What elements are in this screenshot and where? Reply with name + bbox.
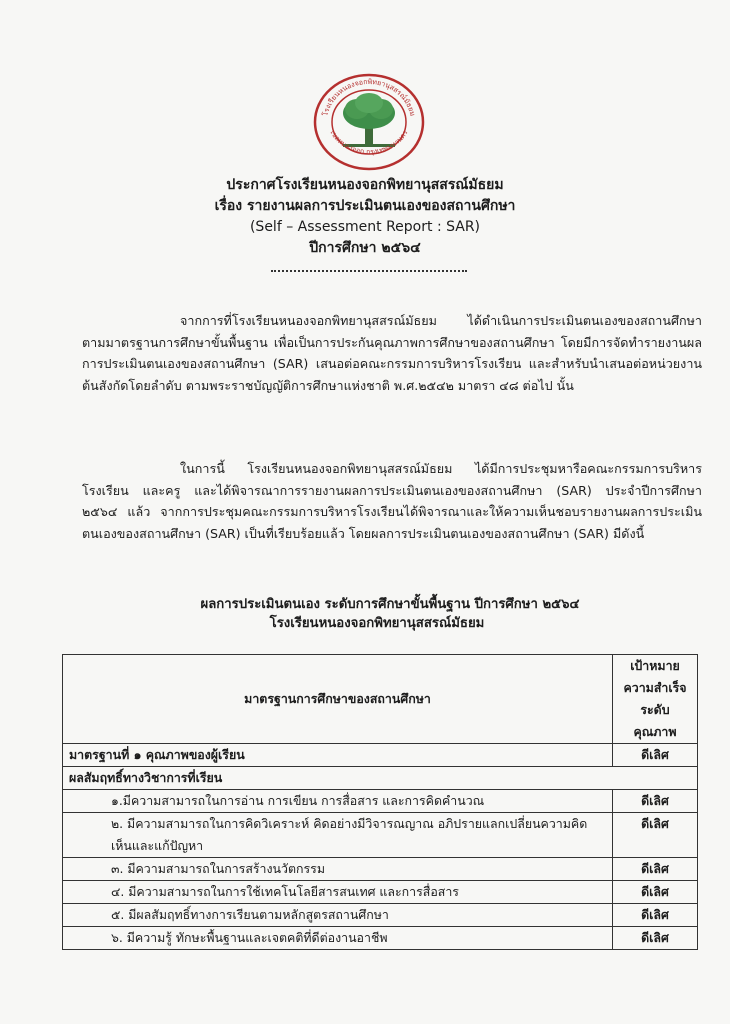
item-text: ๖. มีความรู้ ทักษะพื้นฐานและเจตคติที่ดีต่องานอาชีพ: [63, 927, 613, 950]
header-target: เป้าหมาย ความสำเร็จ ระดับคุณภาพ: [613, 655, 698, 744]
header-divider: [271, 270, 467, 272]
item-text: ๑.มีความสามารถในการอ่าน การเขียน การสื่อสาร และการคิดคำนวณ: [63, 790, 613, 813]
results-table: [62, 654, 698, 950]
academic-year: ปีการศึกษา ๒๕๖๔: [309, 240, 421, 256]
table-row: [63, 904, 698, 927]
school-seal-logo: [313, 73, 425, 171]
item-text: ๔. มีความสามารถในการใช้เทคโนโลยีสารสนเทศ และการสื่อสาร: [63, 881, 613, 904]
item-text: ๕. มีผลสัมฤทธิ์ทางการเรียนตามหลักสูตรสถานศึกษา: [63, 904, 613, 927]
header-standard: มาตรฐานการศึกษาของสถานศึกษา: [63, 655, 613, 744]
results-table-school: โรงเรียนหนองจอกพิทยานุสสรณ์มัธยม: [269, 616, 485, 631]
table-row: [63, 744, 698, 767]
item-goal: ดีเลิศ: [613, 904, 698, 927]
table-row: [63, 790, 698, 813]
item-goal: ดีเลิศ: [613, 790, 698, 813]
table-row: [63, 927, 698, 950]
item-goal: ดีเลิศ: [613, 858, 698, 881]
subheading-achievement: ผลสัมฤทธิ์ทางวิชาการที่เรียน: [63, 767, 698, 790]
seal-top-text: โรงเรียนหนองจอกพิทยานุสสรณ์มัธยม: [321, 77, 417, 117]
announcement-subject-english: (Self – Assessment Report : SAR): [249, 219, 481, 235]
seal-bottom-text: เขตหนองจอก กรุงเทพมหานคร: [328, 129, 410, 157]
body-paragraph-1: จากการที่โรงเรียนหนองจอกพิทยานุสสรณ์มัธยม ได้ดำเนินการประเมินตนเองของสถานศึกษา ตามมาตรฐานการศึกษาขั้นพื้นฐาน เพื่อเป็นการประกันคุณภาพการศึกษาของสถานศึกษา โดยมีการจัดทำรายงานผลการประเมินตนเองของสถานศึกษา (SAR) เสนอต่อคณะกรรมการบริหารโรงเรียน และสำหรับนำเสนอต่อหน่วยงานต้นสังกัดโดยลำดับ ตามพระราชบัญญัติการศึกษาแห่งชาติ พ.ศ.๒๕๔๒ มาตรา ๔๘ ต่อไป นั้น: [82, 313, 702, 393]
announcement-title: ประกาศโรงเรียนหนองจอกพิทยานุสสรณ์มัธยม: [226, 177, 504, 193]
standard-1-goal: ดีเลิศ: [613, 744, 698, 767]
item-text: ๒. มีความสามารถในการคิดวิเคราะห์ คิดอย่างมีวิจารณญาณ อภิปรายแลกเปลี่ยนความคิดเห็นและแก้ปัญหา: [63, 813, 613, 858]
table-row: [63, 813, 698, 858]
table-row: [63, 881, 698, 904]
tree-emblem-icon: [343, 93, 395, 147]
item-goal: ดีเลิศ: [613, 881, 698, 904]
announcement-header: [0, 175, 730, 259]
table-header-row: [63, 655, 698, 744]
item-text: ๓. มีความสามารถในการสร้างนวัตกรรม: [63, 858, 613, 881]
table-row: [63, 767, 698, 790]
body-paragraph-2: ในการนี้ โรงเรียนหนองจอกพิทยานุสสรณ์มัธยม ได้มีการประชุมหารือคณะกรรมการบริหารโรงเรียน และครู และได้พิจารณาการรายงานผลการประเมินตนเองของสถานศึกษา (SAR) ประจำปีการศึกษา ๒๕๖๔ แล้ว จากการประชุมคณะกรรมการบริหารโรงเรียนได้พิจารณาและให้ความเห็นชอบรายงานผลการประเมินตนเองของสถานศึกษา (SAR) เป็นที่เรียบร้อยแล้ว โดยผลการประเมินตนเองของสถานศึกษา (SAR) มีดังนี้: [82, 461, 702, 541]
table-row: [63, 858, 698, 881]
announcement-subject: เรื่อง รายงานผลการประเมินตนเองของสถานศึกษา: [214, 198, 516, 214]
item-goal: ดีเลิศ: [613, 927, 698, 950]
results-table-title: ผลการประเมินตนเอง ระดับการศึกษาขั้นพื้นฐาน ปีการศึกษา ๒๕๖๔: [200, 597, 580, 612]
standard-1-label: มาตรฐานที่ ๑ คุณภาพของผู้เรียน: [63, 744, 613, 767]
item-goal: ดีเลิศ: [613, 813, 698, 858]
